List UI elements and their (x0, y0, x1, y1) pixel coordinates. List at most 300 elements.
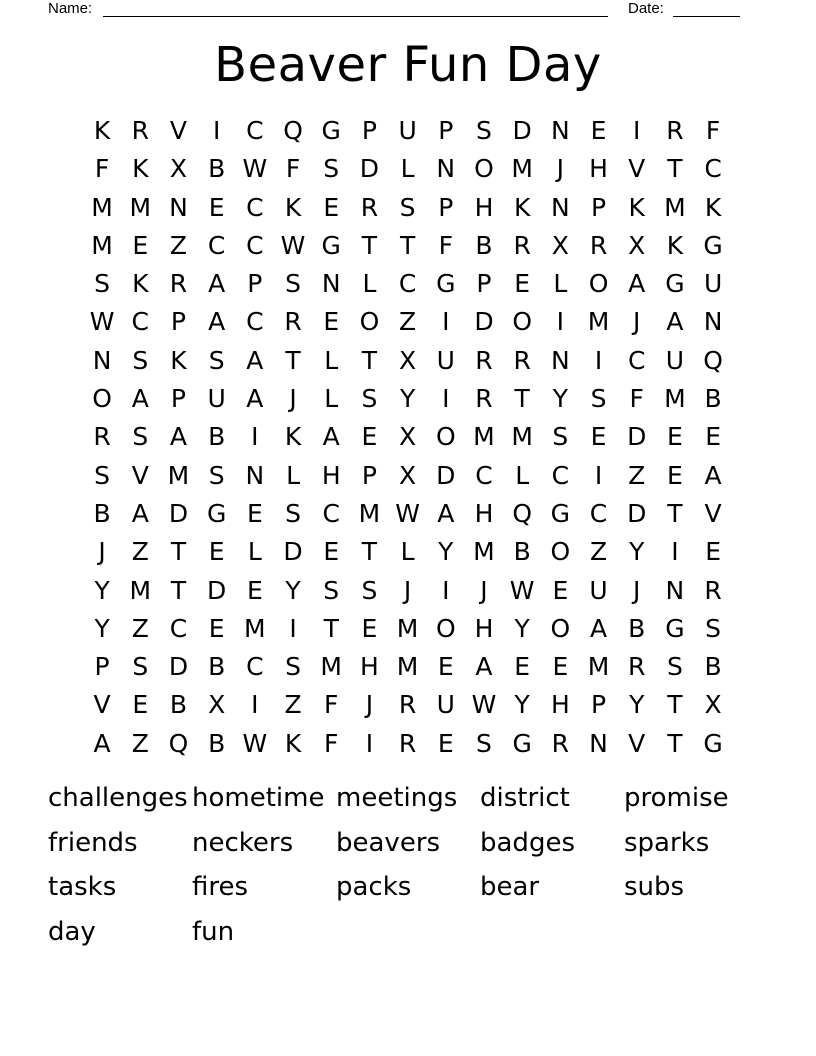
grid-letter[interactable]: N (169, 192, 188, 222)
grid-letter[interactable]: M (244, 613, 266, 643)
grid-letter[interactable]: N (703, 307, 723, 337)
grid-letter[interactable]: K (513, 192, 531, 222)
grid-letter[interactable]: P (170, 307, 186, 337)
grid-letter[interactable]: E (208, 613, 225, 643)
grid-letter[interactable]: A (437, 498, 455, 528)
grid-letter[interactable]: L (247, 537, 262, 567)
grid-letter[interactable]: I (251, 690, 259, 720)
grid-letter[interactable]: D (627, 498, 647, 528)
grid-letter[interactable]: T (170, 575, 187, 605)
grid-letter[interactable]: K (170, 345, 187, 375)
grid-letter[interactable]: K (284, 728, 302, 758)
grid-letter[interactable]: R (475, 345, 493, 375)
grid-letter[interactable]: U (703, 269, 723, 299)
grid-letter[interactable]: H (474, 498, 494, 528)
grid-letter[interactable]: A (704, 460, 722, 490)
grid-letter[interactable]: Z (169, 230, 188, 260)
grid-letter[interactable]: E (132, 230, 149, 260)
grid-letter[interactable]: M (167, 460, 190, 490)
grid-letter[interactable]: D (359, 154, 380, 184)
grid-letter[interactable]: O (588, 269, 609, 299)
grid-letter[interactable]: V (704, 498, 722, 528)
grid-letter[interactable]: B (704, 652, 722, 682)
grid-letter[interactable]: R (284, 307, 302, 337)
grid-letter[interactable]: T (285, 345, 301, 375)
grid-letter[interactable]: C (131, 307, 150, 337)
grid-letter[interactable]: P (361, 116, 377, 145)
grid-letter[interactable]: T (361, 345, 378, 375)
grid-letter[interactable]: T (361, 230, 378, 260)
grid-letter[interactable]: O (435, 422, 456, 452)
grid-letter[interactable]: E (514, 269, 531, 299)
grid-letter[interactable]: E (208, 192, 225, 222)
grid-letter[interactable]: M (511, 154, 533, 184)
grid-letter[interactable]: K (666, 230, 684, 260)
grid-letter[interactable]: N (589, 728, 608, 758)
grid-letter[interactable]: D (207, 575, 227, 605)
grid-letter[interactable]: S (705, 613, 722, 643)
grid-letter[interactable]: B (93, 498, 111, 528)
grid-letter[interactable]: W (242, 154, 268, 184)
grid-letter[interactable]: K (284, 192, 302, 222)
grid-letter[interactable]: O (359, 307, 380, 337)
grid-letter[interactable]: Q (168, 728, 189, 758)
grid-letter[interactable]: E (514, 652, 531, 682)
grid-row (83, 648, 733, 686)
grid-letter[interactable]: S (323, 154, 340, 184)
grid-row (83, 342, 733, 380)
grid-letter[interactable]: R (666, 116, 684, 145)
grid-letter[interactable]: C (246, 192, 264, 222)
grid-letter[interactable]: P (94, 652, 110, 682)
grid-letter[interactable]: I (442, 307, 450, 337)
grid-letter[interactable]: R (398, 728, 417, 758)
grid-letter[interactable]: F (324, 690, 339, 720)
grid-letter[interactable]: M (511, 422, 533, 452)
grid-letter[interactable]: B (208, 728, 226, 758)
grid-letter[interactable]: M (320, 652, 342, 682)
grid-letter[interactable]: X (399, 422, 417, 452)
grid-letter[interactable]: Q (512, 498, 532, 528)
grid-letter[interactable]: V (131, 460, 149, 490)
grid-letter[interactable]: Z (131, 613, 149, 643)
grid-letter[interactable]: A (322, 422, 340, 452)
grid-letter[interactable]: L (400, 537, 415, 567)
grid-letter[interactable]: M (129, 192, 152, 222)
grid-letter[interactable]: I (251, 422, 259, 452)
grid-letter[interactable]: R (704, 575, 722, 605)
grid-letter[interactable]: S (132, 422, 149, 452)
grid-letter[interactable]: K (628, 192, 645, 222)
grid-letter[interactable]: Y (438, 537, 454, 567)
grid-letter[interactable]: F (94, 154, 110, 184)
grid-letter[interactable]: C (246, 230, 264, 260)
grid-letter[interactable]: Q (703, 345, 723, 375)
grid-letter[interactable]: R (628, 652, 646, 682)
grid-letter[interactable]: L (324, 345, 339, 375)
word-list-item: district (480, 783, 570, 813)
grid-letter[interactable]: F (438, 230, 453, 260)
grid-letter[interactable]: S (361, 575, 378, 605)
grid-letter[interactable]: X (628, 230, 646, 260)
grid-letter[interactable]: P (361, 460, 377, 490)
grid-letter[interactable]: A (666, 307, 684, 337)
grid-letter[interactable]: I (289, 613, 297, 643)
grid-letter[interactable]: D (283, 537, 303, 567)
grid-letter[interactable]: F (705, 116, 721, 145)
grid-letter[interactable]: E (361, 422, 378, 452)
grid-letter[interactable]: O (474, 154, 494, 184)
grid-letter[interactable]: G (665, 269, 685, 299)
grid-letter[interactable]: H (550, 690, 570, 720)
grid-letter[interactable]: E (437, 652, 454, 682)
grid-letter[interactable]: R (475, 384, 493, 414)
grid-letter[interactable]: E (246, 575, 263, 605)
grid-letter[interactable]: I (594, 345, 603, 375)
grid-letter[interactable]: T (399, 230, 416, 260)
grid-letter[interactable]: V (628, 728, 646, 758)
grid-letter[interactable]: E (667, 422, 683, 452)
grid-letter[interactable]: P (476, 269, 492, 299)
grid-letter[interactable]: C (589, 498, 608, 528)
grid-letter[interactable]: E (323, 192, 340, 222)
grid-letter[interactable]: P (170, 384, 186, 414)
grid-letter[interactable]: A (131, 384, 149, 414)
grid-letter[interactable]: S (94, 269, 111, 299)
grid-letter[interactable]: O (550, 537, 571, 567)
grid-letter[interactable]: C (627, 345, 646, 375)
grid-letter[interactable]: I (212, 116, 221, 145)
grid-letter[interactable]: J (633, 307, 641, 337)
grid-letter[interactable]: M (396, 613, 419, 643)
grid-letter[interactable]: M (396, 652, 419, 682)
grid-letter[interactable]: Y (399, 384, 416, 414)
grid-letter[interactable]: Y (514, 613, 530, 643)
grid-letter[interactable]: I (671, 537, 679, 567)
grid-letter[interactable]: A (131, 498, 149, 528)
grid-letter[interactable]: T (323, 613, 339, 643)
grid-letter[interactable]: E (246, 498, 263, 528)
grid-letter[interactable]: H (589, 154, 608, 184)
grid-letter[interactable]: N (436, 154, 456, 184)
grid-row (83, 112, 733, 150)
grid-letter[interactable]: O (512, 307, 532, 337)
grid-letter[interactable]: R (93, 422, 111, 452)
grid-letter[interactable]: Z (628, 460, 646, 490)
grid-letter[interactable]: P (438, 192, 454, 222)
grid-letter[interactable]: I (594, 460, 603, 490)
grid-row (83, 725, 733, 763)
grid-letter[interactable]: R (131, 116, 149, 145)
grid-letter[interactable]: N (550, 345, 570, 375)
grid-letter[interactable]: E (437, 728, 454, 758)
grid-letter[interactable]: H (321, 460, 341, 490)
grid-letter[interactable]: F (324, 728, 339, 758)
grid-letter[interactable]: E (552, 652, 569, 682)
grid-letter[interactable]: Y (94, 575, 110, 605)
grid-letter[interactable]: S (666, 652, 683, 682)
page-title: Beaver Fun Day (214, 37, 602, 93)
grid-letter[interactable]: N (665, 575, 685, 605)
grid-letter[interactable]: T (361, 537, 378, 567)
grid-letter[interactable]: S (476, 728, 492, 758)
grid-letter[interactable]: F (629, 384, 644, 414)
grid-letter[interactable]: A (475, 652, 493, 682)
grid-letter[interactable]: U (589, 575, 608, 605)
grid-letter[interactable]: R (398, 690, 417, 720)
grid-letter[interactable]: B (169, 690, 188, 720)
grid-letter[interactable]: L (553, 269, 568, 299)
grid-letter[interactable]: U (665, 345, 685, 375)
grid-letter[interactable]: O (550, 613, 571, 643)
grid-letter[interactable]: N (92, 345, 112, 375)
grid-letter[interactable]: Z (131, 537, 149, 567)
grid-letter[interactable]: S (590, 384, 607, 414)
grid-letter[interactable]: T (667, 690, 683, 720)
grid-letter[interactable]: G (321, 116, 341, 145)
grid-letter[interactable]: D (436, 460, 456, 490)
grid-letter[interactable]: E (705, 422, 721, 452)
grid-letter[interactable]: W (395, 498, 420, 528)
grid-letter[interactable]: M (664, 384, 686, 414)
grid-letter[interactable]: V (93, 690, 111, 720)
grid-letter[interactable]: E (590, 422, 607, 452)
grid-letter[interactable]: G (550, 498, 571, 528)
grid-letter[interactable]: R (169, 269, 188, 299)
grid-letter[interactable]: N (550, 116, 570, 145)
grid-letter[interactable]: C (207, 230, 226, 260)
grid-letter[interactable]: I (556, 307, 565, 337)
grid-letter[interactable]: E (323, 537, 340, 567)
grid-letter[interactable]: Y (514, 690, 530, 720)
grid-letter[interactable]: E (323, 307, 340, 337)
grid-letter[interactable]: P (438, 116, 454, 145)
grid-letter[interactable]: Y (94, 613, 110, 643)
grid-letter[interactable]: M (91, 192, 113, 222)
grid-letter[interactable]: Z (284, 690, 302, 720)
grid-letter[interactable]: S (552, 422, 569, 452)
grid-letter[interactable]: F (285, 154, 301, 184)
grid-letter[interactable]: L (324, 384, 339, 414)
grid-letter[interactable]: M (473, 422, 495, 452)
grid-letter[interactable]: R (551, 728, 570, 758)
grid-letter[interactable]: E (132, 690, 149, 720)
grid-letter[interactable]: W (471, 690, 497, 720)
grid-letter[interactable]: A (208, 269, 226, 299)
grid-letter[interactable]: M (664, 192, 686, 222)
grid-letter[interactable]: C (246, 116, 264, 145)
grid-letter[interactable]: J (365, 690, 374, 720)
grid-letter[interactable]: W (509, 575, 535, 605)
grid-letter[interactable]: Z (589, 537, 608, 567)
grid-letter[interactable]: D (168, 652, 189, 682)
grid-letter[interactable]: J (403, 575, 412, 605)
grid-letter[interactable]: M (587, 307, 610, 337)
grid-letter[interactable]: K (132, 154, 149, 184)
grid-letter[interactable]: S (285, 652, 301, 682)
word-list-item: packs (336, 872, 412, 902)
grid-letter[interactable]: O (92, 384, 112, 414)
grid-letter[interactable]: B (208, 652, 226, 682)
grid-letter[interactable]: S (476, 116, 492, 145)
grid-letter[interactable]: H (474, 192, 494, 222)
grid-letter[interactable]: B (513, 537, 531, 567)
grid-letter[interactable]: Y (629, 537, 645, 567)
grid-letter[interactable]: G (703, 230, 723, 260)
grid-letter[interactable]: L (362, 269, 377, 299)
grid-letter[interactable]: S (323, 575, 340, 605)
grid-letter[interactable]: J (289, 384, 297, 414)
grid-letter[interactable]: B (628, 613, 646, 643)
grid-letter[interactable]: U (436, 690, 455, 720)
grid-letter[interactable]: V (628, 154, 646, 184)
grid-letter[interactable]: S (132, 345, 149, 375)
grid-letter[interactable]: M (473, 537, 495, 567)
grid-letter[interactable]: E (208, 537, 225, 567)
grid-letter[interactable]: P (247, 269, 263, 299)
grid-letter[interactable]: W (89, 307, 115, 337)
grid-letter[interactable]: B (475, 230, 493, 260)
grid-letter[interactable]: D (627, 422, 647, 452)
grid-letter[interactable]: D (474, 307, 494, 337)
grid-letter[interactable]: U (207, 384, 226, 414)
grid-letter[interactable]: X (208, 690, 226, 720)
grid-letter[interactable]: X (551, 230, 569, 260)
grid-letter[interactable]: S (208, 460, 225, 490)
grid-letter[interactable]: B (208, 422, 226, 452)
grid-letter[interactable]: P (590, 192, 607, 222)
grid-letter[interactable]: N (321, 269, 341, 299)
grid-letter[interactable]: E (552, 575, 569, 605)
grid-letter[interactable]: U (436, 345, 455, 375)
grid-letter[interactable]: R (360, 192, 379, 222)
grid-letter[interactable]: C (246, 652, 264, 682)
grid-letter[interactable]: E (667, 460, 683, 490)
grid-letter[interactable]: K (704, 192, 722, 222)
grid-letter[interactable]: A (208, 307, 226, 337)
grid-letter[interactable]: S (208, 345, 225, 375)
grid-letter[interactable]: L (286, 460, 300, 490)
grid-letter[interactable]: C (475, 460, 493, 490)
grid-letter[interactable]: S (285, 498, 301, 528)
grid-letter[interactable]: O (435, 613, 456, 643)
grid-letter[interactable]: J (480, 575, 488, 605)
grid-letter[interactable]: I (442, 575, 450, 605)
grid-letter[interactable]: Z (399, 307, 417, 337)
grid-letter[interactable]: G (321, 230, 341, 260)
grid-letter[interactable]: X (399, 460, 417, 490)
grid-letter[interactable]: J (98, 537, 106, 567)
grid-letter[interactable]: Y (629, 690, 645, 720)
grid-letter[interactable]: R (513, 345, 531, 375)
grid-letter[interactable]: C (169, 613, 188, 643)
grid-letter[interactable]: W (242, 728, 268, 758)
grid-letter[interactable]: L (400, 154, 415, 184)
grid-letter[interactable]: T (667, 498, 683, 528)
grid-letter[interactable]: S (94, 460, 111, 490)
grid-letter[interactable]: M (91, 230, 113, 260)
grid-letter[interactable]: V (169, 116, 188, 145)
grid-letter[interactable]: M (358, 498, 381, 528)
grid-letter[interactable]: S (132, 652, 149, 682)
grid-letter[interactable]: C (551, 460, 570, 490)
grid-letter[interactable]: A (93, 728, 111, 758)
grid-letter[interactable]: D (168, 498, 189, 528)
grid-letter[interactable]: W (280, 230, 306, 260)
grid-letter[interactable]: I (365, 728, 374, 758)
grid-row (83, 303, 733, 341)
grid-letter[interactable]: A (628, 269, 646, 299)
grid-letter[interactable]: K (284, 422, 302, 452)
grid-letter[interactable]: S (399, 192, 416, 222)
grid-letter[interactable]: J (556, 154, 565, 184)
grid-letter[interactable]: G (206, 498, 227, 528)
grid-letter[interactable]: E (361, 613, 378, 643)
grid-letter[interactable]: S (285, 269, 301, 299)
grid-letter[interactable]: B (208, 154, 226, 184)
grid-letter[interactable]: J (633, 575, 641, 605)
grid-letter[interactable]: C (322, 498, 340, 528)
grid-letter[interactable]: K (93, 116, 111, 145)
grid-letter[interactable]: H (474, 613, 494, 643)
grid-letter[interactable]: D (512, 116, 532, 145)
grid-letter[interactable]: Q (283, 116, 303, 145)
grid-letter[interactable]: G (703, 728, 723, 758)
grid-letter[interactable]: G (665, 613, 685, 643)
grid-letter[interactable]: R (589, 230, 608, 260)
grid-letter[interactable]: T (667, 154, 683, 184)
grid-letter[interactable]: A (246, 345, 264, 375)
grid-letter[interactable]: A (589, 613, 608, 643)
grid-letter[interactable]: T (170, 537, 187, 567)
grid-letter[interactable]: G (512, 728, 532, 758)
grid-letter[interactable]: M (587, 652, 610, 682)
grid-letter[interactable]: G (436, 269, 456, 299)
grid-letter[interactable]: X (704, 690, 722, 720)
grid-letter[interactable]: H (360, 652, 379, 682)
grid-letter[interactable]: N (245, 460, 265, 490)
grid-letter[interactable]: T (667, 728, 683, 758)
grid-letter[interactable]: P (590, 690, 607, 720)
grid-letter[interactable]: Z (131, 728, 149, 758)
grid-letter[interactable]: E (590, 116, 607, 145)
date-blank-line[interactable] (673, 16, 740, 17)
grid-letter[interactable]: B (704, 384, 722, 414)
grid-letter[interactable]: A (169, 422, 188, 452)
grid-letter[interactable]: N (550, 192, 570, 222)
grid-letter[interactable]: E (705, 537, 721, 567)
grid-letter[interactable]: R (513, 230, 531, 260)
grid-letter[interactable]: I (633, 116, 641, 145)
grid-letter[interactable]: L (515, 460, 530, 490)
grid-letter[interactable]: Y (285, 575, 301, 605)
grid-letter[interactable]: X (169, 154, 188, 184)
grid-letter[interactable]: C (398, 269, 417, 299)
grid-letter[interactable]: T (514, 384, 530, 414)
grid-letter[interactable]: I (442, 384, 450, 414)
grid-letter[interactable]: M (129, 575, 152, 605)
word-search-grid (83, 112, 733, 763)
grid-letter[interactable]: A (246, 384, 264, 414)
grid-letter[interactable]: C (246, 307, 264, 337)
grid-letter[interactable]: U (398, 116, 417, 145)
grid-letter[interactable]: S (361, 384, 378, 414)
name-blank-line[interactable] (103, 16, 608, 17)
grid-letter[interactable]: C (704, 154, 722, 184)
grid-letter[interactable]: Y (552, 384, 568, 414)
grid-letter[interactable]: X (399, 345, 417, 375)
grid-letter[interactable]: K (132, 269, 149, 299)
